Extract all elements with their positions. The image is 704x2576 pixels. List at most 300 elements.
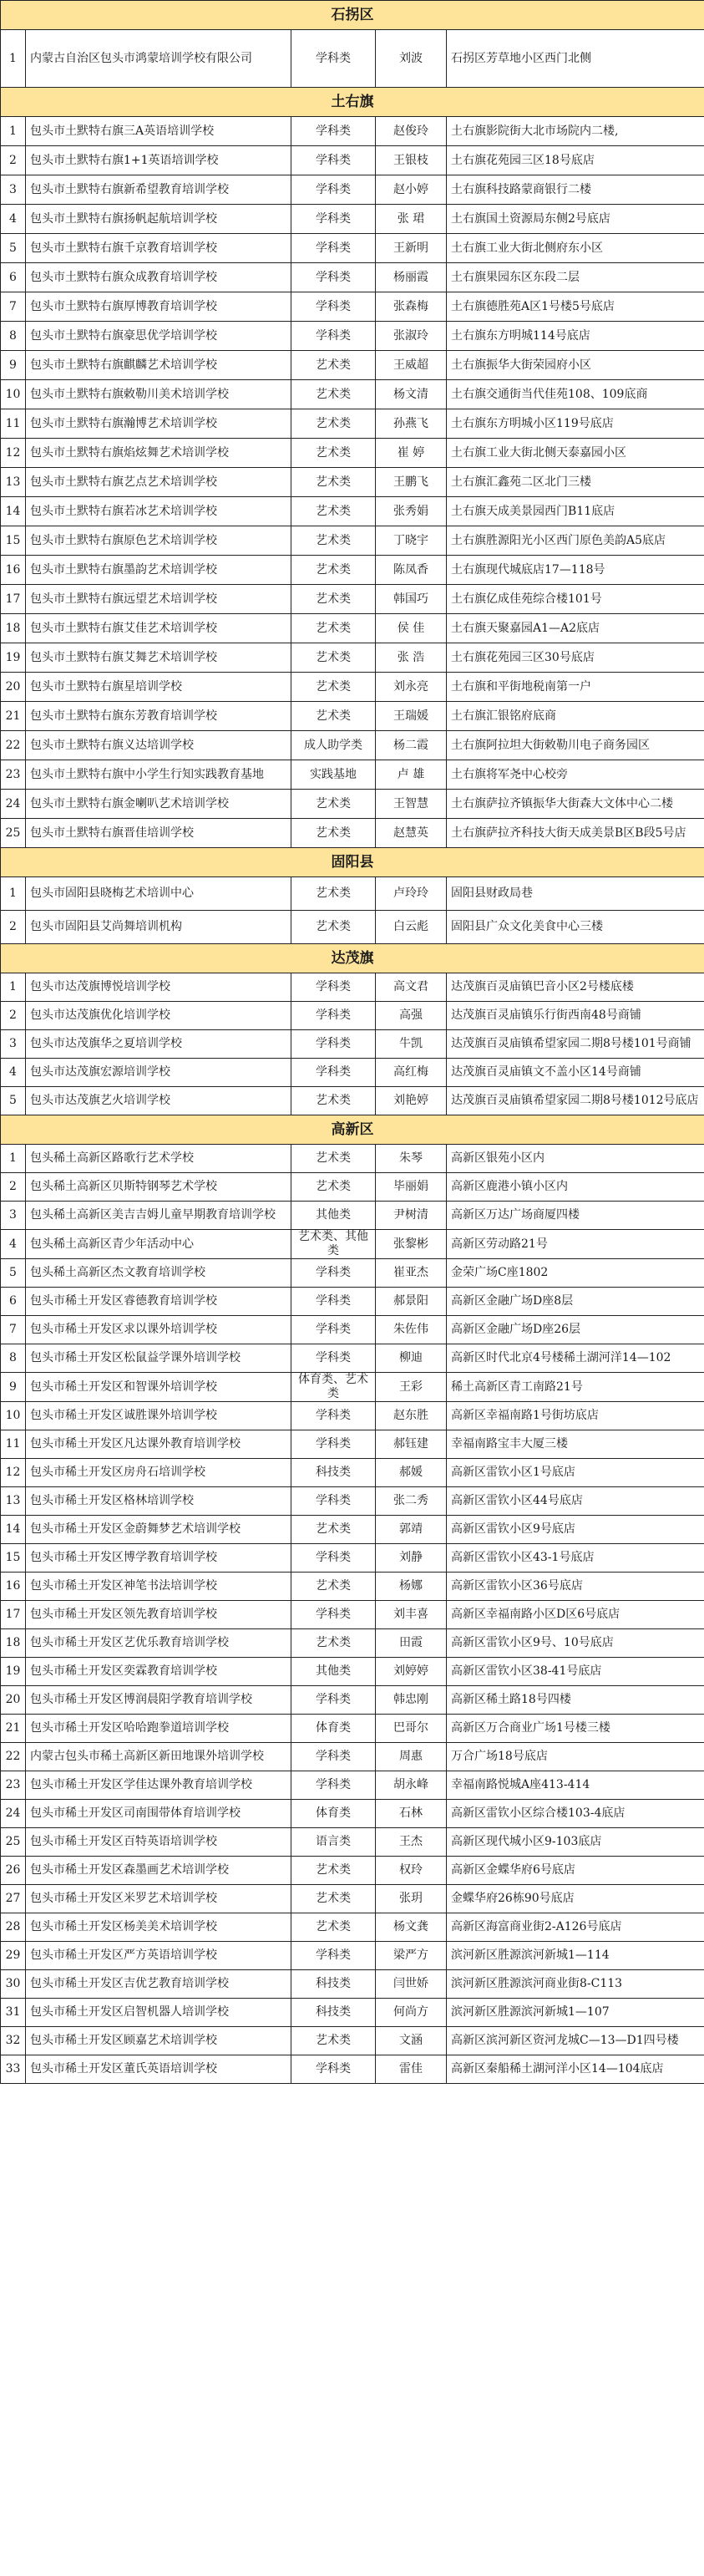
row-number: 12 [1,1459,26,1487]
table-row [1,1857,704,1885]
category: 学科类 [291,1344,376,1373]
institution-name: 包头市土默特右旗艺点艺术培训学校 [26,468,291,497]
legal-representative: 崔 婷 [376,439,447,468]
table-row [1,1087,704,1115]
table-row [1,1970,704,1999]
address: 土右旗萨拉齐科技大街天成美景B区B段5号店 [447,819,704,848]
legal-representative: 柳迪 [376,1344,447,1373]
legal-representative: 崔亚杰 [376,1259,447,1288]
address: 土右旗影院街大北市场院内二楼, [447,117,704,146]
legal-representative: 陈凤香 [376,556,447,585]
table-row [1,1715,704,1743]
row-number: 24 [1,1800,26,1828]
address: 达茂旗百灵庙镇希望家园二期8号楼101号商铺 [447,1030,704,1059]
table-row [1,1259,704,1288]
institution-name: 包头市土默特右旗众成教育培训学校 [26,263,291,292]
legal-representative: 杨丽霞 [376,263,447,292]
row-number: 1 [1,1145,26,1173]
row-number: 20 [1,673,26,702]
row-number: 28 [1,1913,26,1942]
table-row [1,1145,704,1173]
table-row [1,205,704,234]
legal-representative: 刘永亮 [376,673,447,702]
table-body [1,1,704,2084]
legal-representative: 周惠 [376,1743,447,1771]
table-row [1,409,704,439]
institution-name: 包头市土默特右旗金喇叭艺术培训学校 [26,790,291,819]
address: 金蝶华府26栋90号底店 [447,1885,704,1913]
row-number: 21 [1,702,26,731]
category: 学科类 [291,146,376,175]
category: 艺术类 [291,1885,376,1913]
institution-name: 包头市土默特右旗墨韵艺术培训学校 [26,556,291,585]
legal-representative: 杨二霞 [376,731,447,760]
category: 艺术类 [291,673,376,702]
address: 高新区雷钦小区9号、10号底店 [447,1629,704,1658]
table-row [1,1030,704,1059]
row-number: 3 [1,1030,26,1059]
institution-name: 包头市稀土开发区凡达课外教育培训学校 [26,1430,291,1459]
row-number: 11 [1,1430,26,1459]
row-number: 18 [1,614,26,643]
table-row [1,790,704,819]
table-row [1,1743,704,1771]
address: 土右旗花苑园三区18号底店 [447,146,704,175]
table-row [1,468,704,497]
category: 体育类 [291,1715,376,1743]
table-row [1,30,704,88]
address: 土右旗将军尧中心校旁 [447,760,704,790]
row-number: 1 [1,117,26,146]
institution-name: 包头市稀土开发区诚胜课外培训学校 [26,1402,291,1430]
row-number: 6 [1,1288,26,1316]
institution-name: 包头市稀土开发区董氏英语培训学校 [26,2055,291,2084]
row-number: 16 [1,556,26,585]
row-number: 25 [1,819,26,848]
address: 土右旗振华大街荣园府小区 [447,351,704,380]
row-number: 8 [1,1344,26,1373]
table-row [1,1771,704,1800]
section-title: 固阳县 [1,848,704,877]
table-row [1,556,704,585]
address: 高新区海富商业街2-A126号底店 [447,1913,704,1942]
address: 高新区银苑小区内 [447,1145,704,1173]
table-row [1,1942,704,1970]
row-number: 7 [1,292,26,322]
legal-representative: 张森梅 [376,292,447,322]
institution-name: 包头市稀土开发区百特英语培训学校 [26,1828,291,1857]
row-number: 20 [1,1686,26,1715]
legal-representative: 韩国巧 [376,585,447,614]
legal-representative: 胡永峰 [376,1771,447,1800]
table-row [1,1459,704,1487]
address: 高新区时代北京4号楼稀土湖河洋14—102 [447,1344,704,1373]
category: 其他类 [291,1202,376,1230]
row-number: 14 [1,497,26,526]
table-row [1,1288,704,1316]
row-number: 30 [1,1970,26,1999]
row-number: 15 [1,526,26,556]
institution-name: 包头市土默特右旗1+1英语培训学校 [26,146,291,175]
institution-name: 包头市达茂旗艺火培训学校 [26,1087,291,1115]
row-number: 1 [1,973,26,1002]
category: 艺术类 [291,585,376,614]
category: 学科类 [291,1601,376,1629]
address: 土右旗德胜苑A区1号楼5号底店 [447,292,704,322]
legal-representative: 赵小婷 [376,175,447,205]
institution-name: 包头市土默特右旗艾舞艺术培训学校 [26,643,291,673]
category: 学科类 [291,117,376,146]
institution-name: 包头市土默特右旗若冰艺术培训学校 [26,497,291,526]
category: 艺术类 [291,1173,376,1202]
legal-representative: 杨文清 [376,380,447,409]
legal-representative: 王杰 [376,1828,447,1857]
table-row [1,1202,704,1230]
category: 科技类 [291,1970,376,1999]
legal-representative: 张秀娟 [376,497,447,526]
legal-representative: 刘静 [376,1544,447,1573]
category: 艺术类 [291,468,376,497]
legal-representative: 赵慧英 [376,819,447,848]
table-row [1,234,704,263]
address: 达茂旗百灵庙镇文不盖小区14号商铺 [447,1059,704,1087]
legal-representative: 张二秀 [376,1487,447,1516]
address: 土右旗东方明城114号底店 [447,322,704,351]
table-row [1,526,704,556]
table-row [1,117,704,146]
legal-representative: 郝媛 [376,1459,447,1487]
address: 滨河新区胜源滨河商业街8-C113 [447,1970,704,1999]
legal-representative: 郝景阳 [376,1288,447,1316]
address: 高新区金蝶华府6号底店 [447,1857,704,1885]
institution-name: 包头市稀土开发区吉优艺教育培训学校 [26,1970,291,1999]
row-number: 21 [1,1715,26,1743]
table-row [1,1913,704,1942]
category: 学科类 [291,234,376,263]
category: 学科类 [291,263,376,292]
row-number: 27 [1,1885,26,1913]
row-number: 22 [1,731,26,760]
institution-name: 包头市土默特右旗三A英语培训学校 [26,117,291,146]
address: 土右旗现代城底店17—118号 [447,556,704,585]
row-number: 1 [1,30,26,88]
category: 艺术类 [291,819,376,848]
legal-representative: 丁晓宇 [376,526,447,556]
category: 科技类 [291,1459,376,1487]
category: 体育类 [291,1800,376,1828]
category: 艺术类 [291,351,376,380]
table-row [1,1402,704,1430]
table-row [1,911,704,944]
category: 学科类 [291,1059,376,1087]
row-number: 16 [1,1573,26,1601]
institution-name: 包头稀土高新区青少年活动中心 [26,1230,291,1259]
legal-representative: 王新明 [376,234,447,263]
table-row [1,380,704,409]
institution-name: 包头市稀土开发区房舟石培训学校 [26,1459,291,1487]
table-row [1,263,704,292]
address: 高新区雷钦小区36号底店 [447,1573,704,1601]
table-row [1,1800,704,1828]
address: 高新区稀土路18号四楼 [447,1686,704,1715]
address: 高新区滨河新区资河龙城C—13—D1四号楼 [447,2027,704,2055]
institution-name: 包头市固阳县晓梅艺术培训中心 [26,877,291,911]
legal-representative: 朱琴 [376,1145,447,1173]
table-row [1,702,704,731]
legal-representative: 杨文龚 [376,1913,447,1942]
legal-representative: 刘波 [376,30,447,88]
institution-name: 包头市稀土开发区神笔书法培训学校 [26,1573,291,1601]
institution-name: 包头市稀土开发区和智课外培训学校 [26,1373,291,1402]
institution-name: 包头市土默特右旗新希望教育培训学校 [26,175,291,205]
institution-name: 包头市土默特右旗艾佳艺术培训学校 [26,614,291,643]
row-number: 5 [1,1259,26,1288]
row-number: 24 [1,790,26,819]
institution-name: 包头市土默特右旗厚博教育培训学校 [26,292,291,322]
address: 土右旗和平街地税南第一户 [447,673,704,702]
address: 高新区金融广场D座8层 [447,1288,704,1316]
section-title: 土右旗 [1,88,704,117]
institution-name: 包头稀土高新区杰文教育培训学校 [26,1259,291,1288]
institution-name: 包头市稀土开发区哈哈跑拳道培训学校 [26,1715,291,1743]
table-row [1,760,704,790]
address: 固阳县财政局巷 [447,877,704,911]
category: 语言类 [291,1828,376,1857]
institution-name: 包头市稀土开发区格林培训学校 [26,1487,291,1516]
legal-representative: 何尚方 [376,1999,447,2027]
address: 土右旗汇银铭府底商 [447,702,704,731]
category: 艺术类、其他类 [291,1230,376,1259]
legal-representative: 牛凯 [376,1030,447,1059]
table-row [1,322,704,351]
category: 艺术类 [291,1573,376,1601]
institution-name: 包头市达茂旗华之夏培训学校 [26,1030,291,1059]
legal-representative: 王智慧 [376,790,447,819]
address: 土右旗天聚嘉园A1—A2底店 [447,614,704,643]
category: 学科类 [291,1259,376,1288]
address: 土右旗国土资源局东侧2号底店 [447,205,704,234]
table-row [1,1516,704,1544]
table-row [1,643,704,673]
address: 石拐区芳草地小区西门北侧 [447,30,704,88]
address: 土右旗工业大街北侧府东小区 [447,234,704,263]
institution-name: 包头市稀土开发区米罗艺术培训学校 [26,1885,291,1913]
address: 滨河新区胜源滨河新城1—114 [447,1942,704,1970]
institution-name: 包头市稀土开发区司南围带体育培训学校 [26,1800,291,1828]
legal-representative: 卢玲玲 [376,877,447,911]
institution-name: 包头市稀土开发区博润晨阳学教育培训学校 [26,1686,291,1715]
row-number: 26 [1,1857,26,1885]
institution-name: 包头市稀土开发区金蔚舞梦艺术培训学校 [26,1516,291,1544]
legal-representative: 毕丽娟 [376,1173,447,1202]
table-row [1,1487,704,1516]
category: 艺术类 [291,556,376,585]
table-row [1,585,704,614]
category: 成人助学类 [291,731,376,760]
table-row [1,146,704,175]
legal-representative: 朱佐伟 [376,1316,447,1344]
category: 艺术类 [291,526,376,556]
category: 艺术类 [291,614,376,643]
category: 实践基地 [291,760,376,790]
institution-name: 包头市土默特右旗星培训学校 [26,673,291,702]
address: 稀土高新区青工南路21号 [447,1373,704,1402]
address: 高新区金融广场D座26层 [447,1316,704,1344]
table-row [1,1230,704,1259]
category: 学科类 [291,322,376,351]
table-row [1,1573,704,1601]
table-row [1,673,704,702]
institution-name: 包头市土默特右旗豪思优学培训学校 [26,322,291,351]
section-header-row [1,1,704,30]
address: 高新区劳动路21号 [447,1230,704,1259]
address: 高新区雷钦小区9号底店 [447,1516,704,1544]
institution-name: 包头市稀土开发区启智机器人培训学校 [26,1999,291,2027]
legal-representative: 石林 [376,1800,447,1828]
row-number: 12 [1,439,26,468]
address: 高新区幸福南路1号街坊底店 [447,1402,704,1430]
address: 滨河新区胜源滨河新城1—107 [447,1999,704,2027]
institution-name: 包头市稀土开发区顾嘉艺术培训学校 [26,2027,291,2055]
table-row [1,614,704,643]
institution-name: 包头市稀土开发区博学教育培训学校 [26,1544,291,1573]
table-row [1,1601,704,1629]
institution-name: 包头市稀土开发区严方英语培训学校 [26,1942,291,1970]
table-row [1,819,704,848]
address: 土右旗萨拉齐镇振华大街森大文体中心二楼 [447,790,704,819]
institution-name: 包头市土默特右旗晋佳培训学校 [26,819,291,848]
category: 学科类 [291,1430,376,1459]
table-row [1,1059,704,1087]
row-number: 9 [1,1373,26,1402]
address: 高新区鹿港小镇小区内 [447,1173,704,1202]
category: 学科类 [291,1487,376,1516]
section-header-row [1,88,704,117]
legal-representative: 王威超 [376,351,447,380]
category: 学科类 [291,973,376,1002]
row-number: 32 [1,2027,26,2055]
address: 达茂旗百灵庙镇希望家园二期8号楼1012号底店 [447,1087,704,1115]
legal-representative: 韩忠刚 [376,1686,447,1715]
row-number: 2 [1,1173,26,1202]
address: 万合广场18号底店 [447,1743,704,1771]
legal-representative: 王彩 [376,1373,447,1402]
legal-representative: 孙燕飞 [376,409,447,439]
row-number: 29 [1,1942,26,1970]
address: 高新区雷钦小区1号底店 [447,1459,704,1487]
table-row [1,1999,704,2027]
section-title: 高新区 [1,1115,704,1145]
table-row [1,1002,704,1030]
institution-name: 包头市土默特右旗远望艺术培训学校 [26,585,291,614]
section-header-row [1,944,704,973]
legal-representative: 高文君 [376,973,447,1002]
table-row [1,1629,704,1658]
address: 高新区雷钦小区44号底店 [447,1487,704,1516]
legal-representative: 王鹏飞 [376,468,447,497]
category: 艺术类 [291,1145,376,1173]
category: 艺术类 [291,702,376,731]
category: 艺术类 [291,911,376,944]
legal-representative: 张淑玲 [376,322,447,351]
legal-representative: 张 浩 [376,643,447,673]
legal-representative: 权玲 [376,1857,447,1885]
table-row [1,1430,704,1459]
legal-representative: 白云彪 [376,911,447,944]
legal-representative: 赵东胜 [376,1402,447,1430]
legal-representative: 郭靖 [376,1516,447,1544]
institution-name: 包头市稀土开发区睿德教育培训学校 [26,1288,291,1316]
category: 艺术类 [291,1087,376,1115]
legal-representative: 杨娜 [376,1573,447,1601]
legal-representative: 郝钰建 [376,1430,447,1459]
row-number: 5 [1,234,26,263]
table-row [1,175,704,205]
table-row [1,1828,704,1857]
category: 学科类 [291,1030,376,1059]
table-row [1,2055,704,2084]
address: 土右旗东方明城小区119号底店 [447,409,704,439]
table-row [1,1544,704,1573]
address: 高新区雷钦小区38-41号底店 [447,1658,704,1686]
table-row [1,973,704,1002]
category: 艺术类 [291,877,376,911]
institution-name: 包头市土默特右旗原色艺术培训学校 [26,526,291,556]
legal-representative: 雷佳 [376,2055,447,2084]
address: 幸福南路悦城A座413-414 [447,1771,704,1800]
table-row [1,1373,704,1402]
address: 土右旗科技路蒙商银行二楼 [447,175,704,205]
institution-name: 包头市土默特右旗千京教育培训学校 [26,234,291,263]
address: 幸福南路宝丰大厦三楼 [447,1430,704,1459]
table-row [1,1316,704,1344]
legal-representative: 田霞 [376,1629,447,1658]
institution-name: 包头市土默特右旗东芳教育培训学校 [26,702,291,731]
address: 高新区万达广场商厦四楼 [447,1202,704,1230]
institution-name: 内蒙古自治区包头市鸿蒙培训学校有限公司 [26,30,291,88]
institution-name: 包头市达茂旗宏源培训学校 [26,1059,291,1087]
address: 金荣广场C座1802 [447,1259,704,1288]
institution-name: 包头市达茂旗优化培训学校 [26,1002,291,1030]
institution-name: 内蒙古包头市稀土高新区新田地课外培训学校 [26,1743,291,1771]
row-number: 19 [1,643,26,673]
row-number: 2 [1,1002,26,1030]
row-number: 1 [1,877,26,911]
address: 高新区秦船稀土湖河洋小区14—104底店 [447,2055,704,2084]
institution-name: 包头市土默特右旗敕勒川美术培训学校 [26,380,291,409]
address: 达茂旗百灵庙镇乐行街西南48号商铺 [447,1002,704,1030]
row-number: 19 [1,1658,26,1686]
institution-name: 包头市固阳县艾尚舞培训机构 [26,911,291,944]
category: 艺术类 [291,409,376,439]
row-number: 4 [1,1059,26,1087]
row-number: 17 [1,1601,26,1629]
legal-representative: 王银枝 [376,146,447,175]
category: 艺术类 [291,497,376,526]
institution-name: 包头市稀土开发区杨美美术培训学校 [26,1913,291,1942]
category: 艺术类 [291,643,376,673]
category: 学科类 [291,1942,376,1970]
legal-representative: 张玥 [376,1885,447,1913]
legal-representative: 张 珺 [376,205,447,234]
category: 学科类 [291,1402,376,1430]
table-row [1,439,704,468]
row-number: 4 [1,1230,26,1259]
row-number: 7 [1,1316,26,1344]
row-number: 15 [1,1544,26,1573]
address: 土右旗花苑园三区30号底店 [447,643,704,673]
address: 土右旗亿成佳苑综合楼101号 [447,585,704,614]
